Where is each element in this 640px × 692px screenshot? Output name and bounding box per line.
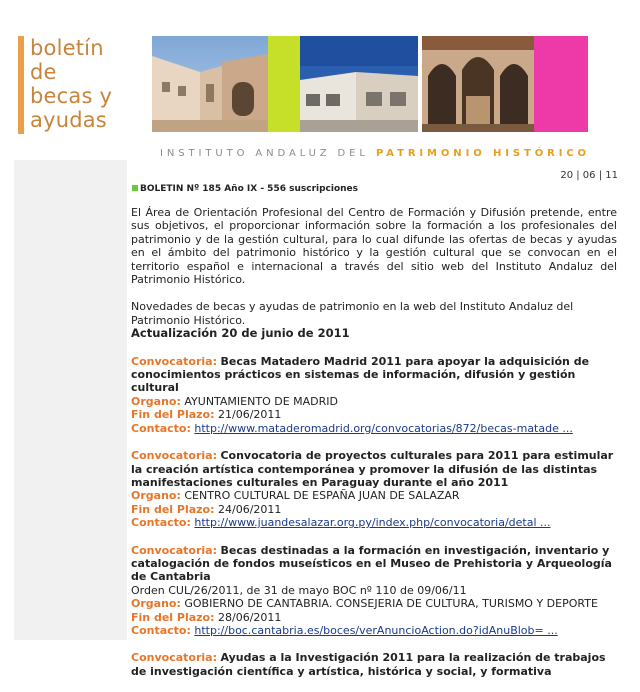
convocatoria-label: Convocatoria: [131,449,217,463]
green-square-icon [132,185,138,191]
logo-line: ayudas [30,108,107,132]
organo-label: Organo: [131,597,181,611]
contacto-label: Contacto: [131,516,191,530]
grant-deadline: 24/06/2011 [218,502,282,516]
organo-label: Organo: [131,489,181,503]
arches-photo [422,36,534,132]
convocatoria-label: Convocatoria: [131,543,217,557]
logo-line: becas y [30,84,113,108]
convocatoria-label: Convocatoria: [131,354,217,368]
grant-order-line: Orden CUL/26/2011, de 31 de mayo BOC nº 110 de 09/06/11 [131,583,467,597]
institute-heading [160,148,590,159]
magenta-block [534,36,588,132]
update-line: Actualización 20 de junio de 2011 [131,326,350,341]
header-photo-strip [152,36,588,132]
grant-contact-link[interactable]: http://www.mataderomadrid.org/convocatorias/872/becas-matade ... [194,421,573,435]
grant-deadline: 21/06/2011 [218,408,282,422]
intro-paragraph: El Área de Orientación Profesional del Centro de Formación y Difusión pretende, entre sus objetivos, el proporcionar información sobre la formación a los profesionales del patrimonio y de la gestión cultural, para lo cual difunde las ofertas de becas y ayudas en el ámbito del patrimonio histórico y la gestión cultural que se convocan en el territorio español e internacional a través del sitio web del Instituto Andaluz del Patrimonio Histórico. [131,206,617,287]
bulletin-logo [30,36,112,132]
grant-title[interactable]: Ayudas a la Investigación 2011 para la realización de trabajos de investigación científica y artística, histórica y social, y formativa [131,651,606,678]
grant-organo: GOBIERNO DE CANTABRIA. CONSEJERIA DE CULTURA, TURISMO Y DEPORTE [184,597,598,611]
logo-accent-bar [18,36,24,134]
fin-label: Fin del Plazo: [131,610,215,624]
grant-contact-link[interactable]: http://www.juandesalazar.org.py/index.php/convocatoria/detal ... [194,516,551,530]
grant-entry [131,651,617,678]
logo-line: boletín [30,36,104,60]
bulletin-body [131,206,617,692]
grant-entry [131,355,617,435]
bulletin-number-line [132,184,358,194]
lime-block [268,36,300,132]
courtyard-photo [152,36,268,132]
grant-title[interactable]: Convocatoria de proyectos culturales para 2011 para estimular la creación artística contemporánea y promover la difusión de las distintas manifestaciones culturales en Paraguay durante el año 2011 [131,449,614,489]
left-sidebar-column [14,160,127,640]
grant-title[interactable]: Becas Matadero Madrid 2011 para apoyar la adquisición de conocimientos prácticos en sistemas de información, difusión y gestión cultural [131,354,590,395]
bulletin-date: 20 | 06 | 11 [560,170,618,181]
fin-label: Fin del Plazo: [131,408,215,422]
grant-organo: AYUNTAMIENTO DE MADRID [184,394,338,408]
fin-label: Fin del Plazo: [131,502,215,516]
contacto-label: Contacto: [131,623,191,637]
institute-highlight: PATRIMONIO HISTÓRICO [375,148,590,159]
grant-entry [131,449,617,529]
logo-line: de [30,60,57,84]
grant-title[interactable]: Becas destinadas a la formación en investigación, inventario y catalogación de fondos museísticos en el Museo de Prehistoria y Arqueología de Cantabria [131,543,612,584]
grant-deadline: 28/06/2011 [218,610,282,624]
organo-label: Organo: [131,394,181,408]
building-photo [300,36,418,132]
contacto-label: Contacto: [131,421,191,435]
convocatoria-label: Convocatoria: [131,651,217,665]
news-line: Novedades de becas y ayudas de patrimonio en la web del Instituto Andaluz del Patrimonio Histórico. [131,300,574,327]
grant-organo: CENTRO CULTURAL DE ESPAÑA JUAN DE SALAZAR [184,489,460,503]
grant-contact-link[interactable]: http://boc.cantabria.es/boces/verAnuncioAction.do?idAnuBlob= ... [194,623,558,637]
institute-prefix: INSTITUTO ANDALUZ DEL [160,148,369,159]
bulletin-number-text: BOLETIN Nº 185 Año IX - 556 suscripciones [140,184,358,194]
grant-entry [131,544,617,638]
